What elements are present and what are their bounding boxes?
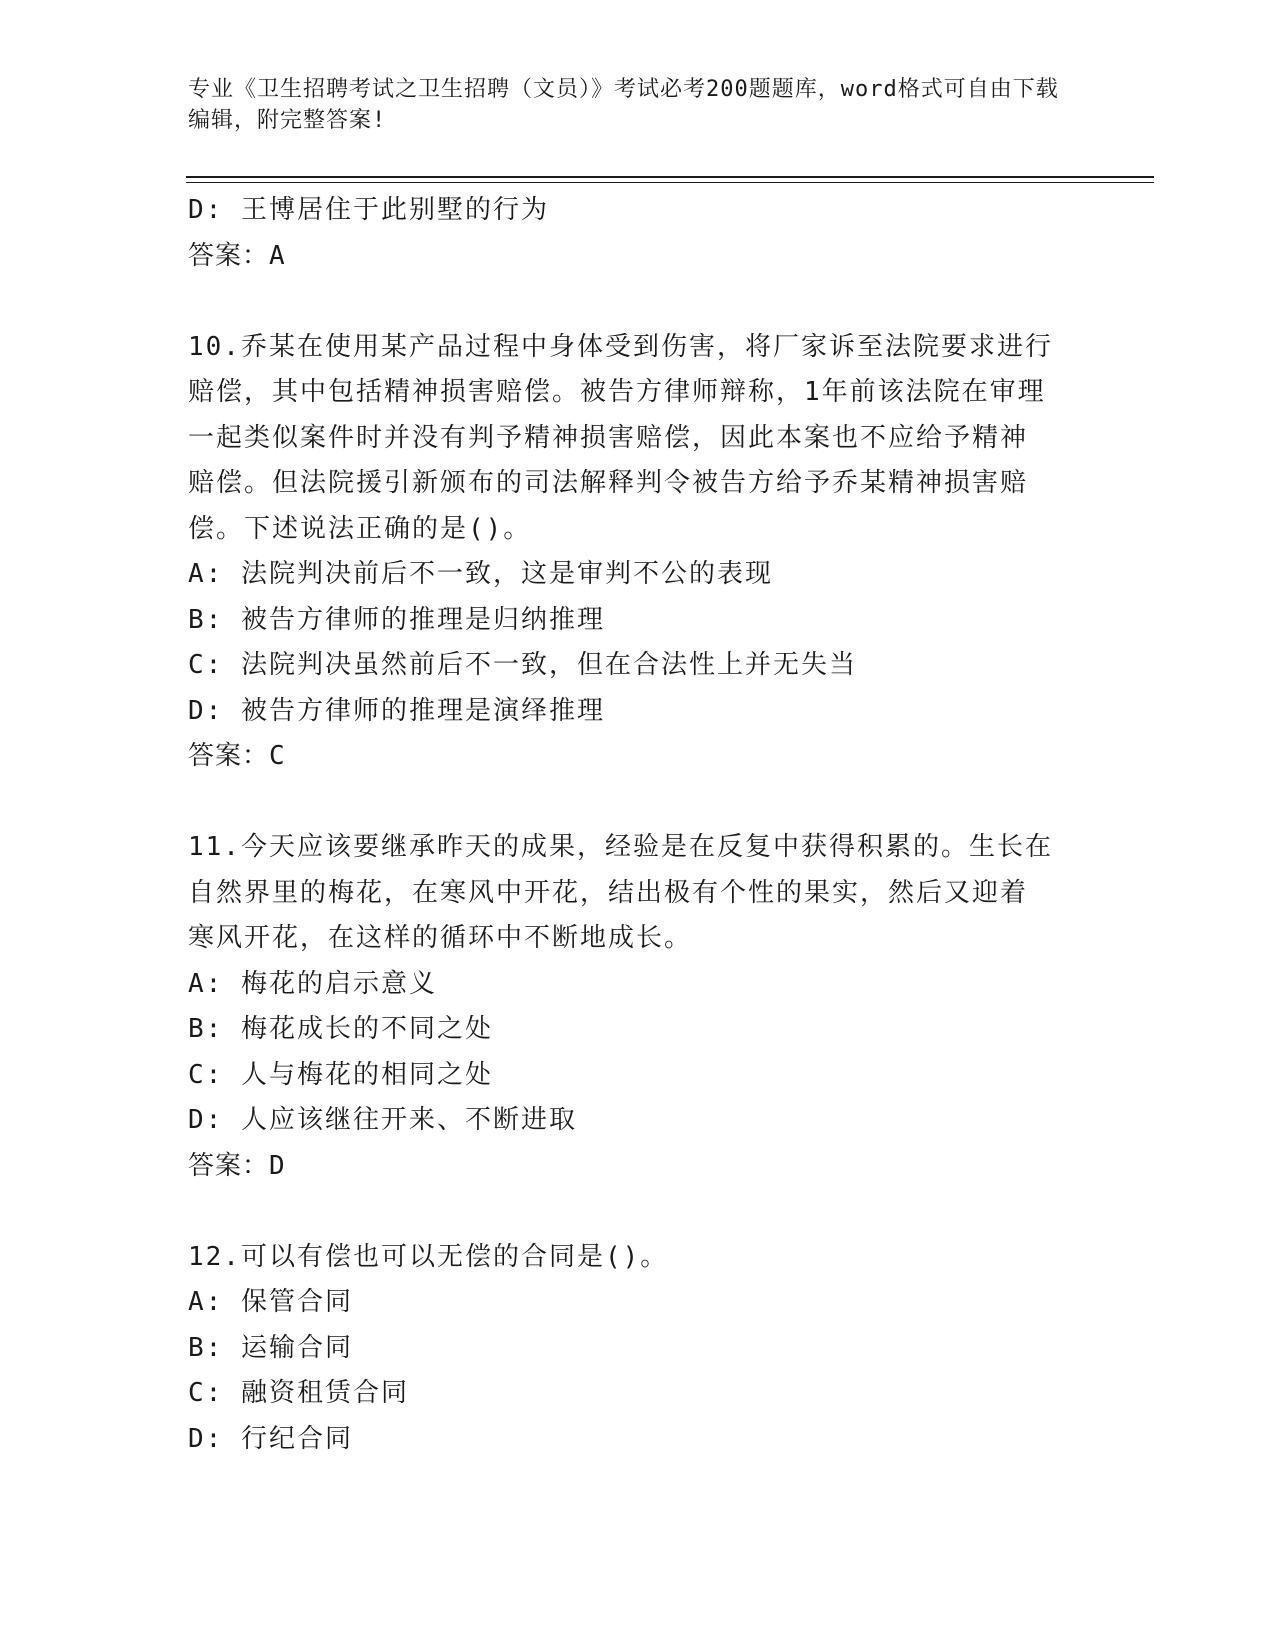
option-c: C: 融资租赁合同: [188, 1378, 409, 1408]
option-b: B: 被告方律师的推理是归纳推理: [188, 604, 605, 635]
answer-line: 答案：D: [188, 1150, 286, 1181]
question-text-line: 赔偿。但法院援引新颁布的司法解释判令被告方给予乔某精神损害赔: [188, 468, 1029, 498]
question-text-line: 赔偿，其中包括精神损害赔偿。被告方律师辩称，1年前该法院在审理: [188, 377, 1046, 407]
option-a: A: 梅花的启示意义: [188, 968, 437, 999]
question-text-line: 偿。下述说法正确的是()。: [188, 513, 532, 544]
question-text-line: 自然界里的梅花，在寒风中开花，结出极有个性的果实，然后又迎着: [188, 877, 1029, 908]
option-b: B: 梅花成长的不同之处: [188, 1014, 493, 1044]
question-text-line: 12.可以有偿也可以无偿的合同是()。: [188, 1241, 669, 1272]
option-a: A: 保管合同: [188, 1287, 353, 1317]
option-d: D: 行纪合同: [188, 1423, 353, 1454]
question-10: [188, 325, 1088, 780]
header-divider-thin: [186, 182, 1154, 183]
question-11: [188, 825, 1088, 1189]
option-c: C: 法院判决虽然前后不一致，但在合法性上并无失当: [188, 650, 857, 680]
question-12: [188, 1235, 1088, 1463]
question-content: [188, 188, 1088, 1462]
answer-line: 答案：A: [188, 240, 286, 271]
document-header: 专业《卫生招聘考试之卫生招聘（文员）》考试必考200题题库，word格式可自由下载编辑，附完整答案!: [188, 77, 1059, 133]
option-d: D: 王博居住于此别墅的行为: [188, 195, 549, 225]
question-text-line: 一起类似案件时并没有判予精神损害赔偿，因此本案也不应给予精神: [188, 422, 1029, 453]
answer-line: 答案：C: [188, 741, 286, 771]
option-b: B: 运输合同: [188, 1332, 353, 1363]
option-d: D: 被告方律师的推理是演绎推理: [188, 695, 605, 726]
option-c: C: 人与梅花的相同之处: [188, 1059, 493, 1090]
question-text-line: 10.乔某在使用某产品过程中身体受到伤害，将厂家诉至法院要求进行: [188, 331, 1053, 362]
option-d: D: 人应该继往开来、不断进取: [188, 1105, 577, 1135]
header-divider: [186, 176, 1154, 178]
question-text-line: 11.今天应该要继承昨天的成果，经验是在反复中获得积累的。生长在: [188, 832, 1053, 862]
option-a: A: 法院判决前后不一致，这是审判不公的表现: [188, 559, 773, 589]
question-text-line: 寒风开花，在这样的循环中不断地成长。: [188, 923, 693, 953]
